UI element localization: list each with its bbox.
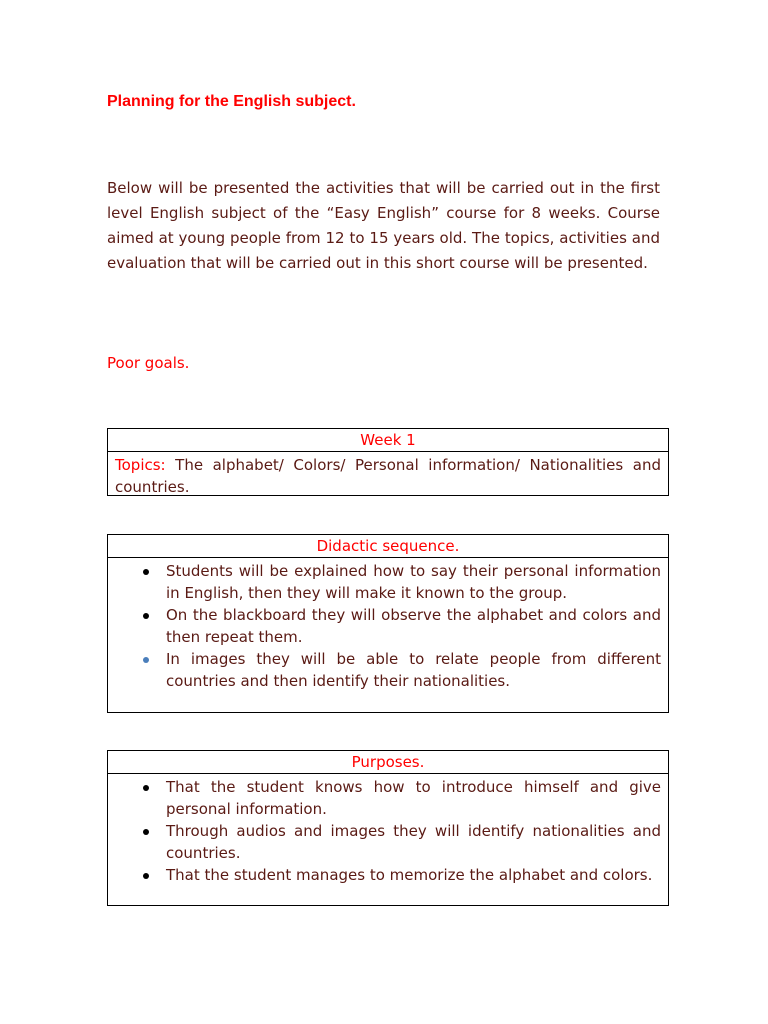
list-item [166,776,661,820]
intro-paragraph: Below will be presented the activities that will be carried out in the first level English subject of the “Easy English” course for 8 weeks. Course aimed at young people from 12 to 15 years old. The topics, activities and evaluation that will be carried out in this short course will be presented. [107,179,660,272]
week-heading: Week 1 [108,429,668,452]
document-title: Planning for the English subject. [107,93,356,110]
bullet-icon [143,657,149,663]
list-item [166,864,661,886]
purposes-list [115,776,661,886]
purposes-table [107,750,669,906]
didactic-heading: Didactic sequence. [108,535,668,558]
bullet-icon [143,569,149,575]
list-item-text: In images they will be able to relate people from different countries and then identify their nationalities. [166,650,661,690]
week-table [107,428,669,496]
list-item [166,560,661,604]
list-item-text: Students will be explained how to say their personal information in English, then they will make it known to the group. [166,562,661,602]
list-item-text: That the student manages to memorize the alphabet and colors. [166,866,653,884]
list-item-text: That the student knows how to introduce himself and give personal information. [166,778,661,818]
list-item-text: On the blackboard they will observe the alphabet and colors and then repeat them. [166,606,661,646]
list-item-text: Through audios and images they will identify nationalities and countries. [166,822,661,862]
bullet-icon [143,785,149,791]
list-item [166,648,661,692]
list-item [166,820,661,864]
purposes-body [108,774,668,886]
didactic-list [115,560,661,692]
bullet-icon [143,829,149,835]
didactic-body [108,558,668,692]
week-topics [108,452,668,498]
didactic-sequence-table [107,534,669,713]
bullet-icon [143,873,149,879]
topics-label: Topics: [115,456,166,474]
goals-heading: Poor goals. [107,354,190,372]
list-item [166,604,661,648]
purposes-heading: Purposes. [108,751,668,774]
bullet-icon [143,613,149,619]
topics-text: The alphabet/ Colors/ Personal information/ Nationalities and countries. [115,456,661,496]
